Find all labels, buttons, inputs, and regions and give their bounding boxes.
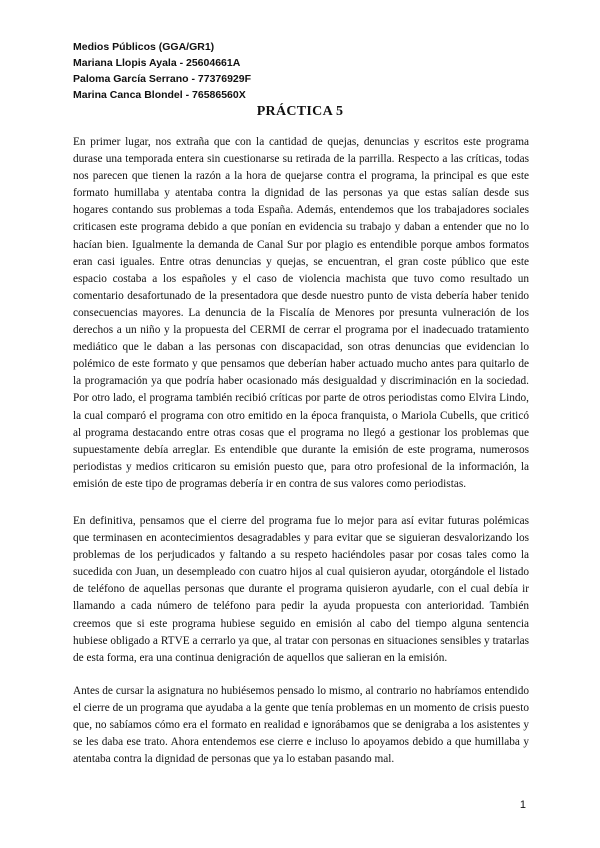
body-paragraph: En definitiva, pensamos que el cierre del programa fue lo mejor para así evitar futuras polémicas que terminasen en acontecimientos desagradables y para evitar que se siguieran desvalorizando los problemas de los perjudicados y faltando a su respeto haciéndoles pasar por cosas tales como la sucedida con Juan, un desempleado con cuatro hijos al cual quisieron ayudar, otorgándole el listado de teléfono de aquellas personas que durante el programa quisieron ayudarle, con el cual debía ir llamando a cada número de teléfono para pedir la ayuda propuesta con anterioridad. También creemos que si este programa hubiese seguido en emisión al cabo del tiempo alguna sentencia hubiese obligado a RTVE a cerrarlo ya que, al tratar con personas en situaciones sensibles y tratarlas de esta forma, era una continua denigración de aquellos que salieran en la emisión. (73, 515, 529, 664)
course-line: Medios Públicos (GGA/GR1) (73, 41, 215, 53)
author-line: Paloma García Serrano - 77376929F (73, 73, 252, 85)
author-line: Marina Canca Blondel - 76586560X (73, 89, 246, 101)
body-paragraph: En primer lugar, nos extraña que con la cantidad de quejas, denuncias y escritos este programa durase una temporada entera sin cuestionarse su retirada de la parrilla. Respecto a las críticas, todas nos parecen que tienen la razón a la hora de quejarse contra el programa, la principal es que este formato humillaba y atentaba contra la dignidad de las personas ya que estas salían desde sus hogares contando sus problemas a toda España. Además, entendemos que los trabajadores sociales criticasen este programa debido a que ponían en evidencia su trabajo y daban a entender que no lo hacían bien. Igualmente la demanda de Canal Sur por plagio es entendible porque ambos formatos eran casi iguales. Entre otras denuncias y quejas, se encuentran, el gran coste público que este espacio costaba a los españoles y el caso de violencia machista que tuvo como resultado un comentario desafortunado de la presentadora que desde nuestro punto de vista debería haber tenido consecuencias mayores. La denuncia de la Fiscalía de Menores por presunta vulneración de los derechos a un niño y la propuesta del CERMI de cerrar el programa por el inadecuado tratamiento mediático que le daban a las personas con discapacidad, son otras denuncias que evidencian lo polémico de este formato y que pensamos que deberían haber actuado mucho antes para quitarlo de la programación ya que podría haber ocasionado más desigualdad y discriminación en la sociedad. Por otro lado, el programa también recibió críticas por parte de otros periodistas como Elvira Lindo, la cual comparó el programa con otro emitido en la época franquista, o Mariola Cubells, que criticó al programa destacando entre otras cosas que el programa no llegó a gestionar los problemas que supuestamente debía arreglar. Es entendible que durante la emisión de este programa, numerosos periodistas y medios criticaron su emisión puesto que, para otro profesional de la información, la emisión de este tipo de programas debería ir en contra de sus valores como periodistas. (73, 136, 529, 490)
body-paragraph: Antes de cursar la asignatura no hubiésemos pensado lo mismo, al contrario no habríamos entendido el cierre de un programa que ayudaba a la gente que tenía problemas en un momento de crisis puesto que, no sabíamos cómo era el formato en realidad e ignorábamos que se denigraba a los asistentes y se les daba ese trato. Ahora entendemos ese cierre e incluso lo apoyamos debido a que humillaba y atentaba contra la dignidad de personas que ya lo estaban pasando mal. (73, 685, 529, 766)
page-number: 1 (519, 799, 526, 811)
author-header (73, 39, 543, 103)
author-line: Mariana Llopis Ayala - 25604661A (73, 57, 241, 69)
page-title: PRÁCTICA 5 (256, 104, 344, 119)
